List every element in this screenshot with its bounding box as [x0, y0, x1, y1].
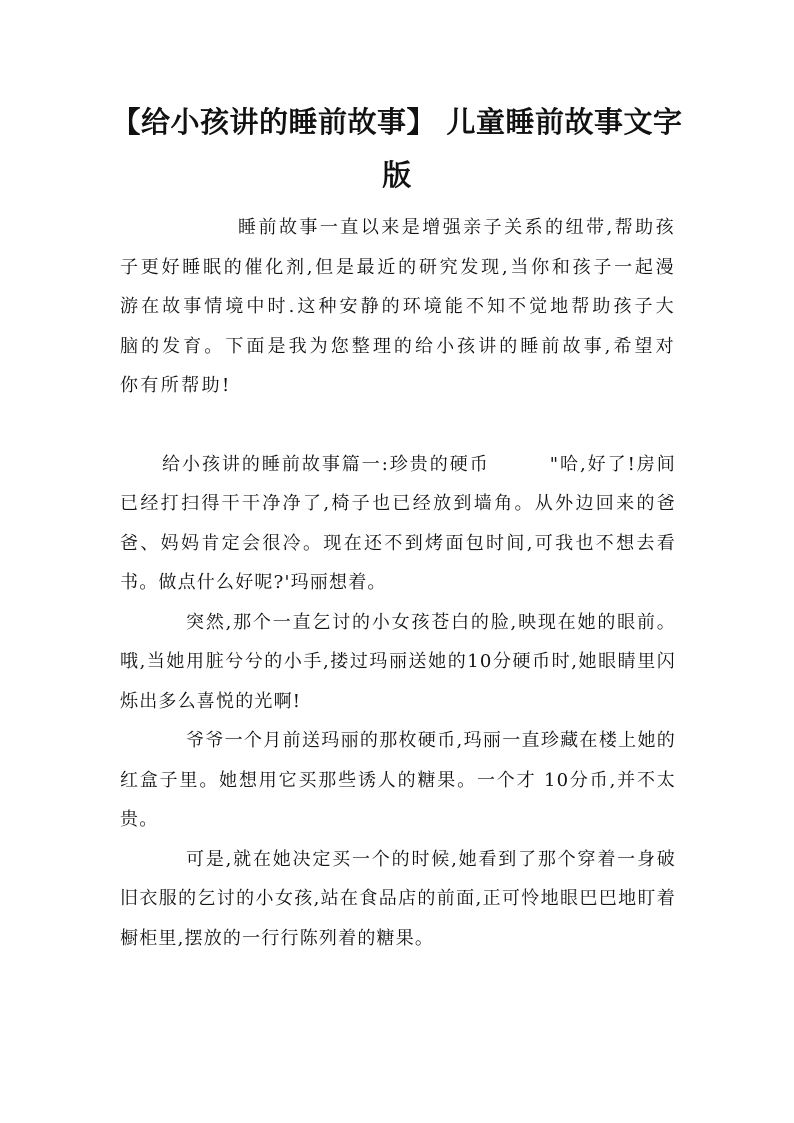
story-heading: 给小孩讲的睡前故事篇一:珍贵的硬币 [162, 453, 490, 475]
document-title: 【给小孩讲的睡前故事】 儿童睡前故事文字版 [111, 105, 683, 192]
story-paragraph: 突然,那个一直乞讨的小女孩苍白的脸,映现在她的眼前。哦,当她用脏兮兮的小手,搂过玛丽送她的10分硬币时,她眼睛里闪烁出多么喜悦的光啊! [120, 611, 676, 712]
story-paragraph: 可是,就在她决定买一个的时候,她看到了那个穿着一身破旧衣服的乞讨的小女孩,站在食品店的前面,正可怜地眼巴巴地盯着橱柜里,摆放的一行行陈列着的糖果。 [120, 848, 676, 949]
document-body [120, 208, 676, 958]
intro-paragraph: 睡前故事一直以来是增强亲子关系的纽带,帮助孩子更好睡眠的催化剂,但是最近的研究发现,当你和孩子一起漫游在故事情境中时.这种安静的环境能不知不觉地帮助孩子大脑的发育。下面是我为您整理的给小孩讲的睡前故事,希望对你有所帮助! [120, 217, 676, 396]
story-paragraph: 爷爷一个月前送玛丽的那枚硬币,玛丽一直珍藏在楼上她的红盒子里。她想用它买那些诱人的糖果。一个才 10分币,并不太贵。 [120, 730, 676, 830]
paragraph-spacer [120, 406, 676, 445]
story-opening-paragraph [120, 445, 676, 603]
story-opening-text: "哈,好了!房间已经打扫得干干净净了,椅子也已经放到墙角。从外边回来的爸爸、妈妈肯定会很冷。现在还不到烤面包时间,可我也不想去看书。做点什么好呢?'玛丽想着。 [120, 453, 676, 593]
